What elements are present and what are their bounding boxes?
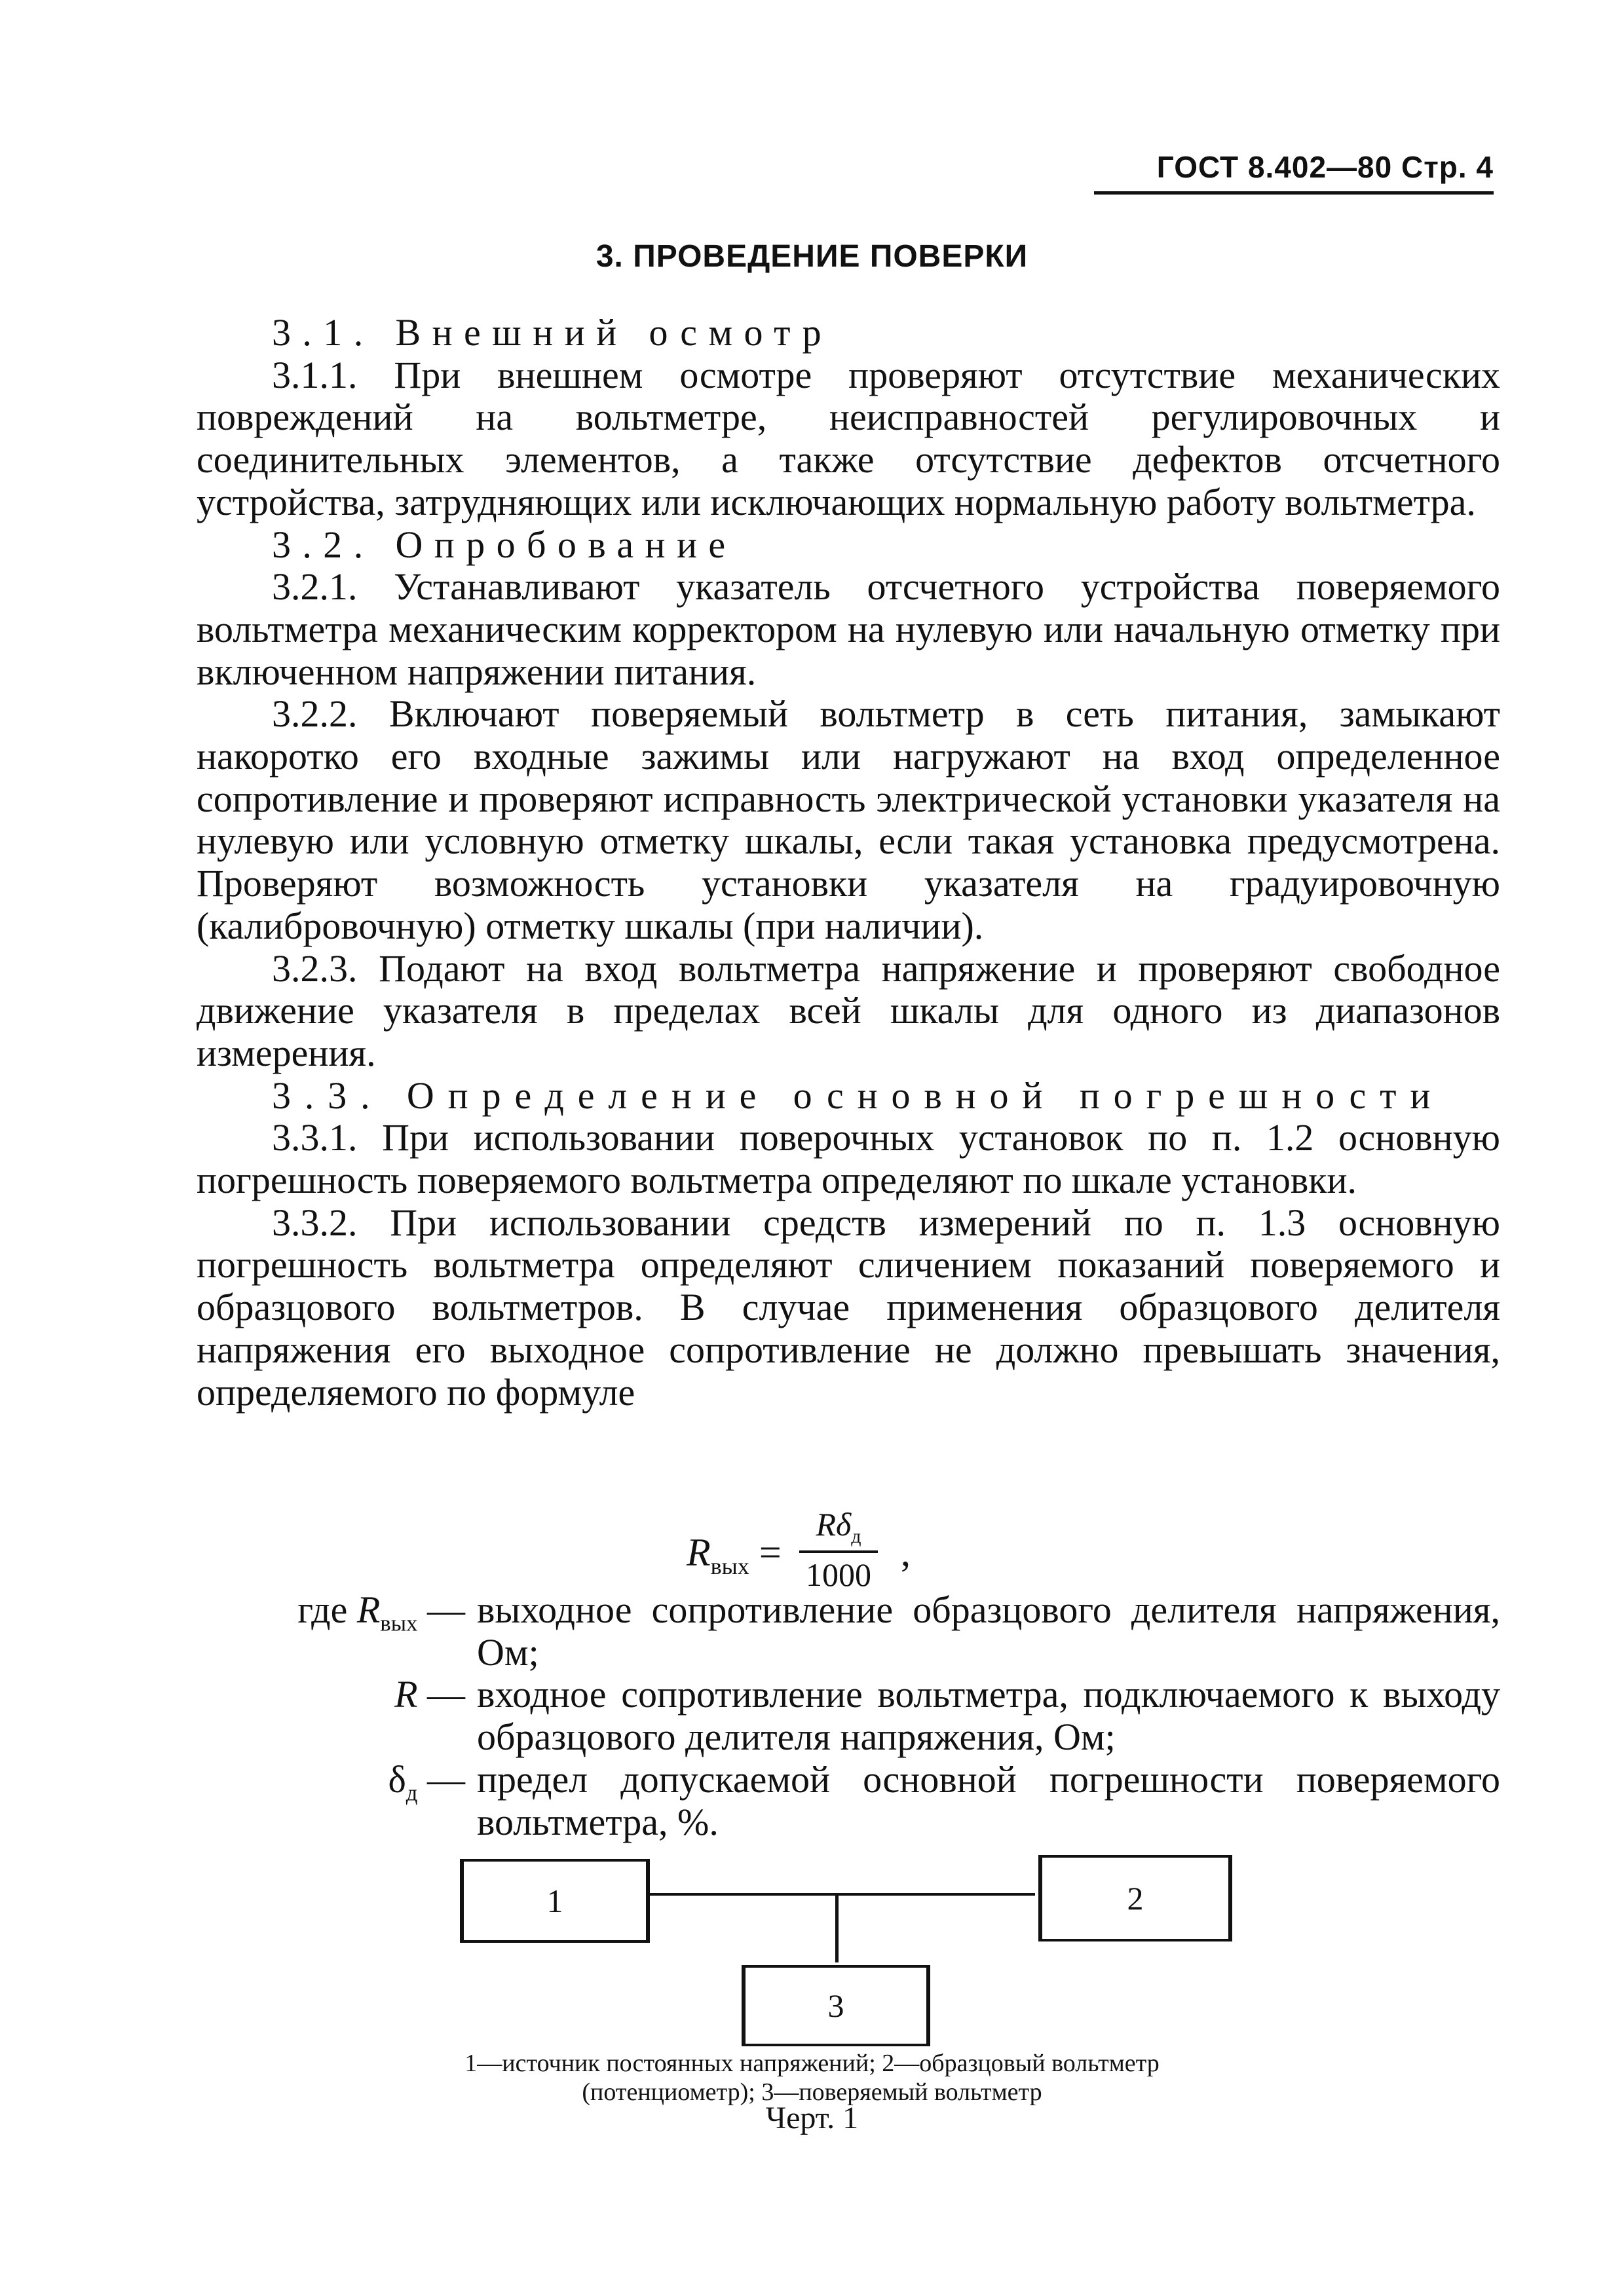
definition-row (210, 1674, 1500, 1758)
definitions-list (210, 1589, 1500, 1843)
diagram-block-3 (742, 1965, 930, 2046)
heading-3-1: 3.1. Внешний осмотр (272, 311, 833, 354)
paragraph-3-2-3: 3.2.3. Подают на вход вольтметра напряжение и проверяют свободное движение указателя в пределах всей шкалы для одного из диапазонов измерения. (197, 947, 1500, 1074)
formula-lhs (687, 1530, 782, 1580)
definition-dash: — (427, 1673, 465, 1716)
diagram-caption (0, 2049, 1624, 2107)
formula-lhs-subscript: вых (710, 1553, 749, 1579)
block-top-line (742, 1965, 930, 1968)
formula-numerator (799, 1505, 878, 1548)
formula-numerator-subscript: д (851, 1526, 861, 1547)
heading-3-3: 3.3. Определение основной погрешности (272, 1074, 1445, 1117)
definition-symbol (210, 1759, 477, 1843)
formula-fraction (799, 1505, 878, 1594)
figure-label: Черт. 1 (765, 2101, 859, 2135)
paragraph-3-3-1: 3.3.1. При использовании поверочных установок по п. 1.2 основную погрешность поверяемого вольтметра определяют по шкале установки. (197, 1116, 1500, 1202)
block-bottom-line (1038, 1939, 1232, 1941)
heading-3-2: 3.2. Опробование (272, 523, 737, 566)
block-label: 3 (827, 1987, 844, 2024)
caption-line-1: 1—источник постоянных напряжений; 2—образцовый вольтметр (464, 2050, 1160, 2077)
definition-text: предел допускаемой основной погрешности поверяемого вольтметра, %. (477, 1757, 1500, 1843)
page-header: ГОСТ 8.402—80 Стр. 4 (1156, 150, 1494, 184)
block-bottom-line (742, 2044, 930, 2046)
definition-prefix: где (297, 1588, 348, 1631)
definition-text: выходное сопротивление образцового делителя напряжения, Ом; (477, 1588, 1500, 1674)
fraction-bar (799, 1550, 878, 1553)
body-text (197, 312, 1500, 1414)
caption-line-2: (потенциометр); 3—поверяемый вольтметр (582, 2078, 1042, 2106)
block-label: 2 (1127, 1880, 1144, 1917)
definition-dash: — (427, 1757, 465, 1801)
definition-symbol-letter: R (356, 1588, 381, 1631)
connector-vertical (835, 1895, 839, 1962)
paragraph-3-3-2: 3.3.2. При использовании средств измерений по п. 1.3 основную погрешность вольтметра определяют сличением показаний поверяемого и образцового вольтметров. В случае применения образцового делителя напряжения его выходное сопротивление не должно превышать значения, определяемого по формуле (197, 1201, 1500, 1414)
diagram-block-1 (460, 1859, 650, 1943)
paragraph-3-1-1: 3.1.1. При внешнем осмотре проверяют отсутствие механических повреждений на вольтметре, неисправностей регулировочных и соединительных элементов, а также отсутствие дефектов отсчетного устройства, затрудняющих или исключающих нормальную работу вольтметра. (197, 353, 1500, 523)
definition-symbol-letter: δ (388, 1757, 406, 1801)
definition-row (210, 1589, 1500, 1674)
formula-equals: = (759, 1531, 782, 1574)
definition-symbol-subscript: д (406, 1780, 418, 1806)
formula-numerator-text: Rδ (816, 1506, 852, 1543)
definition-symbol-subscript: вых (380, 1610, 418, 1636)
block-label: 1 (546, 1883, 563, 1919)
definition-dash: — (427, 1588, 465, 1631)
formula-denominator: 1000 (806, 1556, 871, 1593)
diagram-block-2 (1038, 1855, 1232, 1941)
block-bottom-line (460, 1940, 650, 1943)
block-top-line (460, 1859, 650, 1862)
formula-lhs-symbol: R (687, 1531, 711, 1574)
section-title: 3. ПРОВЕДЕНИЕ ПОВЕРКИ (595, 239, 1029, 274)
block-top-line (1038, 1855, 1232, 1858)
formula-comma: , (901, 1531, 911, 1574)
definition-symbol (210, 1589, 477, 1674)
definition-row (210, 1759, 1500, 1843)
connector-horizontal (650, 1893, 1035, 1896)
definition-symbol-letter: R (394, 1673, 418, 1716)
definition-text: входное сопротивление вольтметра, подключаемого к выходу образцового делителя напряжения, Ом; (477, 1673, 1500, 1759)
paragraph-3-2-2: 3.2.2. Включают поверяемый вольтметр в сеть питания, замыкают накоротко его входные зажимы или нагружают на вход определенное сопротивление и проверяют исправность электрической установки указателя на нулевую или условную отметку шкалы, если такая установка предусмотрена. Проверяют возможность установки указателя на градуировочную (калибровочную) отметку шкалы (при наличии). (197, 692, 1500, 947)
paragraph-3-2-1: 3.2.1. Устанавливают указатель отсчетного устройства поверяемого вольтметра механическим корректором на нулевую или начальную отметку при включенном напряжении питания. (197, 565, 1500, 693)
header-rule (1094, 191, 1494, 195)
definition-symbol (210, 1674, 477, 1758)
